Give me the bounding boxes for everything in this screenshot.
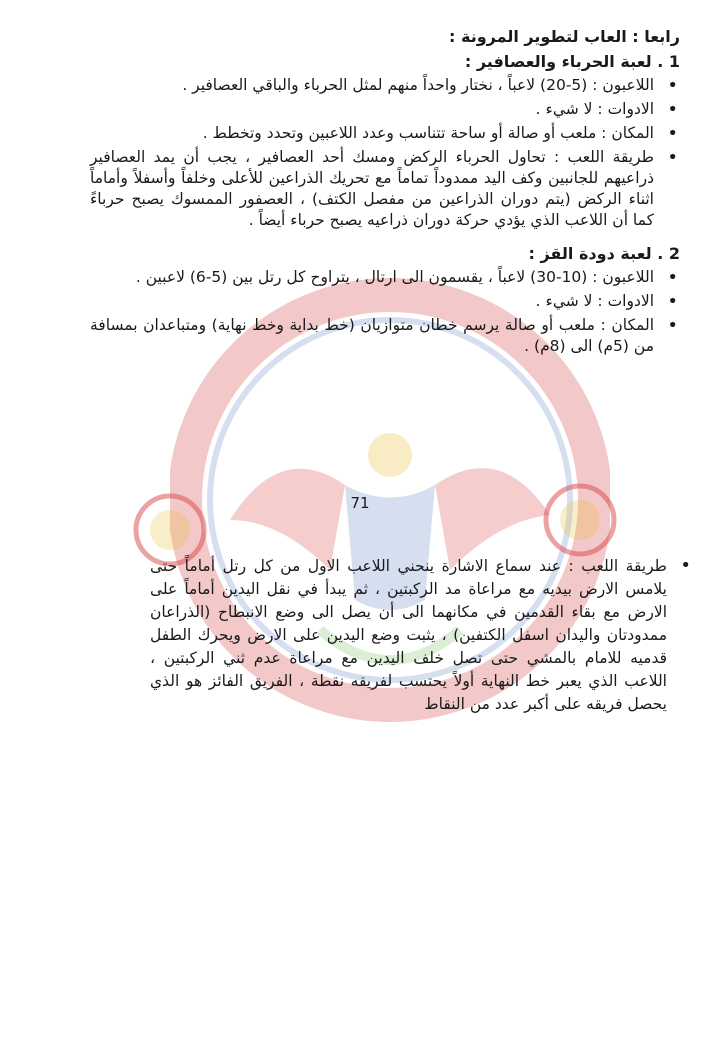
section1-title: 1 . لعبة الحرباء والعصافير :	[464, 52, 680, 71]
page-number: 71	[350, 494, 370, 512]
list-item: • الادوات : لا شيء .	[90, 99, 654, 120]
list-item: • طريقة اللعب : عند سماع الاشارة ينحني اللاعب الاول من كل رتل أماماً حتى يلامس الارض بيديه مع مراعاة مد الركبتين ، ثم يبدأ في نقل اليدين أماماً على الارض مع بقاء القدمين في مكانهما الى أن يصل الى وضع الانبطاح (الذراعان ممدودتان واليدان اسفل الكتفين) ، يثبت وضع اليدين على الارض ويحرك الطفل قدميه للامام بالمشي حتى تصل خلف اليدين مع مراعاة عدم ثني الركبتين ، اللاعب الذي يعبر خط النهاية أولاً يحتسب لفريقه نقطة ، الفريق الفائز هو الذي يحصل فريقه على أكبر عدد من النقاط	[150, 555, 667, 716]
list-item: • المكان : ملعب أو صالة يرسم خطان متوازيان (خط بداية وخط نهاية) ومتباعدان بمسافة من (5م) الى (8م) .	[90, 315, 654, 357]
section1-list	[90, 75, 680, 231]
content-top	[90, 26, 680, 360]
section2-continued-list	[150, 555, 695, 716]
seal-right	[540, 480, 620, 560]
main-heading: رابعا : العاب لتطوير المرونة :	[449, 27, 680, 46]
section2-title: 2 . لعبة دودة القز :	[528, 244, 680, 263]
list-item: • المكان : ملعب أو صالة أو ساحة تتناسب وعدد اللاعبين وتحدد وتخطط .	[90, 123, 654, 144]
list-item: • الادوات : لا شيء .	[90, 291, 654, 312]
section2-list	[90, 267, 680, 357]
list-item: • اللاعبون : (5-20) لاعباً ، نختار واحداً منهم لمثل الحرباء والباقي العصافير .	[90, 75, 654, 96]
content-bottom	[150, 555, 695, 719]
list-item: • طريقة اللعب : تحاول الحرباء الركض ومسك أحد العصافير ، يجب أن يمد العصافير ذراعيهم للجانبين وكف اليد ممدوداً تماماً مع تحريك الذراعين للأعلى وخلفاً وأسفلاً وأماماً اثناء الركض (يتم دوران الذراعين من مفصل الكتف) ، العصفور الممسوك يصبح حرباءً كما أن اللاعب الذي يؤدي حركة دوران ذراعيه يصبح حرباء أيضاً .	[90, 147, 654, 231]
list-item: • اللاعبون : (10-30) لاعباً ، يقسمون الى ارتال ، يتراوح كل رتل بين (5-6) لاعبين .	[90, 267, 654, 288]
